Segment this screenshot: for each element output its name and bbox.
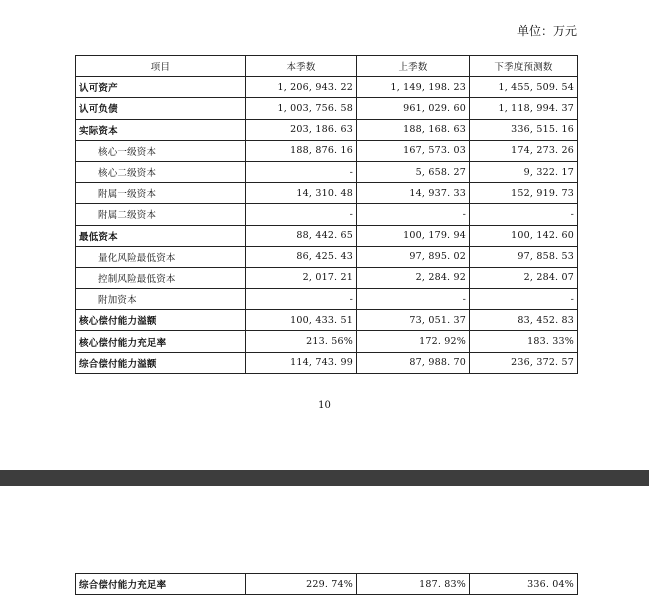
table-row — [76, 225, 578, 246]
forecast-value: 174, 273. 26 — [470, 140, 578, 161]
row-label: 核心偿付能力溢额 — [76, 310, 246, 331]
current-value: 114, 743. 99 — [246, 352, 357, 373]
previous-value: 187. 83% — [357, 574, 470, 595]
current-value: - — [246, 161, 357, 182]
current-value: - — [246, 289, 357, 310]
forecast-value: 236, 372. 57 — [470, 352, 578, 373]
forecast-value: 152, 919. 73 — [470, 183, 578, 204]
current-value: 100, 433. 51 — [246, 310, 357, 331]
table-row — [76, 246, 578, 267]
previous-value: 5, 658. 27 — [357, 161, 470, 182]
previous-value: 87, 988. 70 — [357, 352, 470, 373]
row-label: 附属二级资本 — [76, 204, 246, 225]
current-value: 1, 206, 943. 22 — [246, 77, 357, 98]
current-value: 203, 186. 63 — [246, 119, 357, 140]
page-number: 10 — [318, 400, 331, 411]
previous-value: - — [357, 204, 470, 225]
table-row — [76, 98, 578, 119]
forecast-value: 1, 455, 509. 54 — [470, 77, 578, 98]
row-label: 附加资本 — [76, 289, 246, 310]
table-row — [76, 352, 578, 373]
row-label: 附属一级资本 — [76, 183, 246, 204]
previous-value: - — [357, 289, 470, 310]
row-label: 量化风险最低资本 — [76, 246, 246, 267]
header-previous-quarter: 上季数 — [357, 56, 470, 77]
table-row — [76, 289, 578, 310]
forecast-value: 183. 33% — [470, 331, 578, 352]
table-row — [76, 310, 578, 331]
forecast-value: 100, 142. 60 — [470, 225, 578, 246]
row-label: 认可负债 — [76, 98, 246, 119]
table-row — [76, 161, 578, 182]
table-row — [76, 574, 578, 595]
forecast-value: 1, 118, 994. 37 — [470, 98, 578, 119]
row-label: 控制风险最低资本 — [76, 267, 246, 288]
table-row — [76, 119, 578, 140]
row-label: 最低资本 — [76, 225, 246, 246]
table-row — [76, 140, 578, 161]
solvency-table-continued — [75, 573, 578, 595]
forecast-value: 9, 322. 17 — [470, 161, 578, 182]
table-row — [76, 77, 578, 98]
header-next-quarter-forecast: 下季度预测数 — [470, 56, 578, 77]
table-row — [76, 331, 578, 352]
current-value: 188, 876. 16 — [246, 140, 357, 161]
previous-value: 2, 284. 92 — [357, 267, 470, 288]
row-label: 综合偿付能力充足率 — [76, 574, 246, 595]
current-value: 88, 442. 65 — [246, 225, 357, 246]
forecast-value: 97, 858. 53 — [470, 246, 578, 267]
forecast-value: - — [470, 204, 578, 225]
page-divider — [0, 470, 649, 486]
forecast-value: - — [470, 289, 578, 310]
previous-value: 188, 168. 63 — [357, 119, 470, 140]
current-value: - — [246, 204, 357, 225]
previous-value: 961, 029. 60 — [357, 98, 470, 119]
row-label: 综合偿付能力溢额 — [76, 352, 246, 373]
table-row — [76, 204, 578, 225]
current-value: 229. 74% — [246, 574, 357, 595]
forecast-value: 336. 04% — [470, 574, 578, 595]
previous-value: 172. 92% — [357, 331, 470, 352]
forecast-value: 336, 515. 16 — [470, 119, 578, 140]
current-value: 86, 425. 43 — [246, 246, 357, 267]
current-value: 1, 003, 756. 58 — [246, 98, 357, 119]
row-label: 核心一级资本 — [76, 140, 246, 161]
table-row — [76, 267, 578, 288]
previous-value: 97, 895. 02 — [357, 246, 470, 267]
previous-value: 73, 051. 37 — [357, 310, 470, 331]
forecast-value: 2, 284. 07 — [470, 267, 578, 288]
previous-value: 167, 573. 03 — [357, 140, 470, 161]
row-label: 认可资产 — [76, 77, 246, 98]
forecast-value: 83, 452. 83 — [470, 310, 578, 331]
row-label: 核心偿付能力充足率 — [76, 331, 246, 352]
current-value: 14, 310. 48 — [246, 183, 357, 204]
current-value: 2, 017. 21 — [246, 267, 357, 288]
row-label: 实际资本 — [76, 119, 246, 140]
row-label: 核心二级资本 — [76, 161, 246, 182]
solvency-table — [75, 55, 578, 374]
table-row — [76, 183, 578, 204]
current-value: 213. 56% — [246, 331, 357, 352]
header-item: 项目 — [76, 56, 246, 77]
previous-value: 100, 179. 94 — [357, 225, 470, 246]
previous-value: 1, 149, 198. 23 — [357, 77, 470, 98]
unit-label: 单位：万元 — [516, 24, 577, 38]
header-current-quarter: 本季数 — [246, 56, 357, 77]
previous-value: 14, 937. 33 — [357, 183, 470, 204]
table-header-row — [76, 56, 578, 77]
